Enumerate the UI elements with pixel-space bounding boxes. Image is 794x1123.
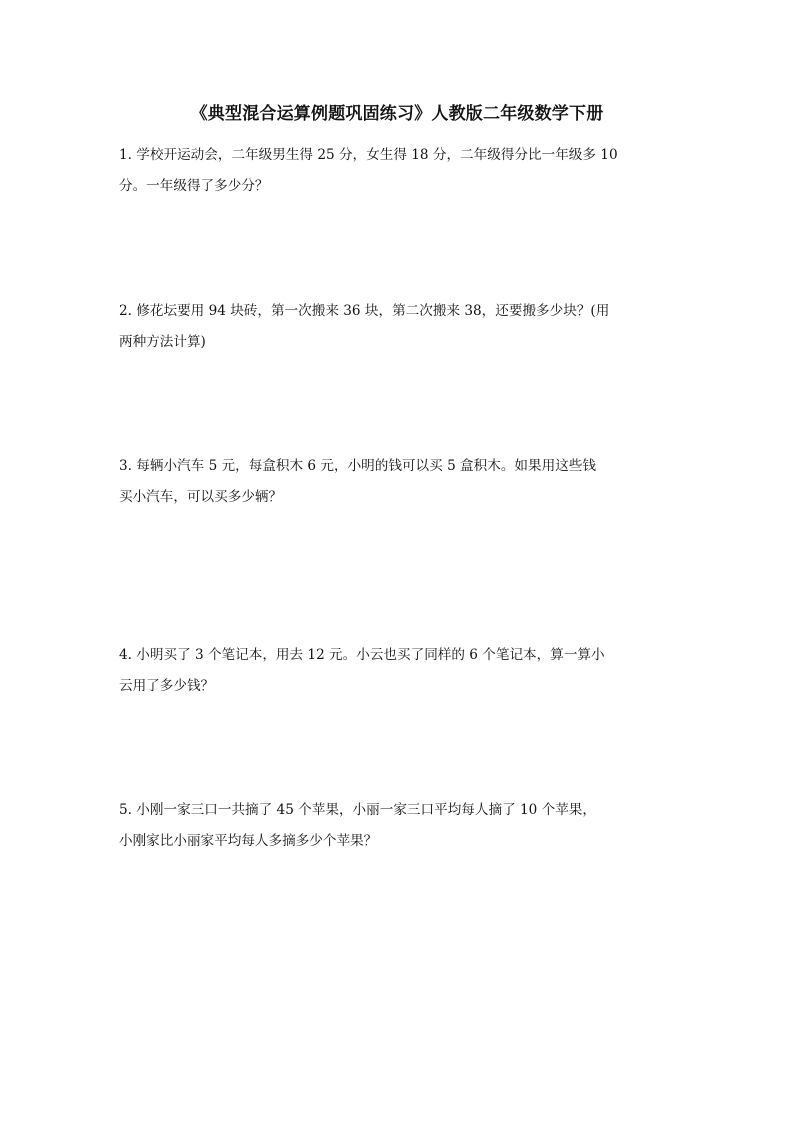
problem-5 (119, 795, 679, 857)
problem-3 (119, 451, 679, 513)
problem-3-line-2: 买小汽车，可以买多少辆？ (119, 489, 283, 505)
problem-4 (119, 640, 679, 702)
problem-1-line-1: 1. 学校开运动会，二年级男生得 25 分，女生得 18 分，二年级得分比一年级多 10 (119, 147, 618, 163)
problem-4-line-1: 4. 小明买了 3 个笔记本，用去 12 元。小云也买了同样的 6 个笔记本，算一算小 (119, 647, 605, 663)
problem-3-line-1: 3. 每辆小汽车 5 元，每盒积木 6 元，小明的钱可以买 5 盒积木。如果用这些钱 (119, 458, 596, 474)
problem-1-line-2: 分。一年级得了多少分？ (119, 178, 269, 194)
problem-2 (119, 296, 679, 358)
problem-2-line-2: 两种方法计算) (119, 334, 206, 350)
problem-1 (119, 140, 679, 202)
problem-5-line-2: 小刚家比小丽家平均每人多摘多少个苹果？ (119, 833, 378, 849)
problem-2-line-1: 2. 修花坛要用 94 块砖，第一次搬来 36 块，第二次搬来 38，还要搬多少块？(用 (119, 303, 610, 319)
problem-5-line-1: 5. 小刚一家三口一共摘了 45 个苹果，小丽一家三口平均每人摘了 10 个苹果， (119, 802, 596, 818)
problem-4-line-2: 云用了多少钱？ (119, 678, 215, 694)
page-title: 《典型混合运算例题巩固练习》人教版二年级数学下册 (190, 104, 604, 124)
